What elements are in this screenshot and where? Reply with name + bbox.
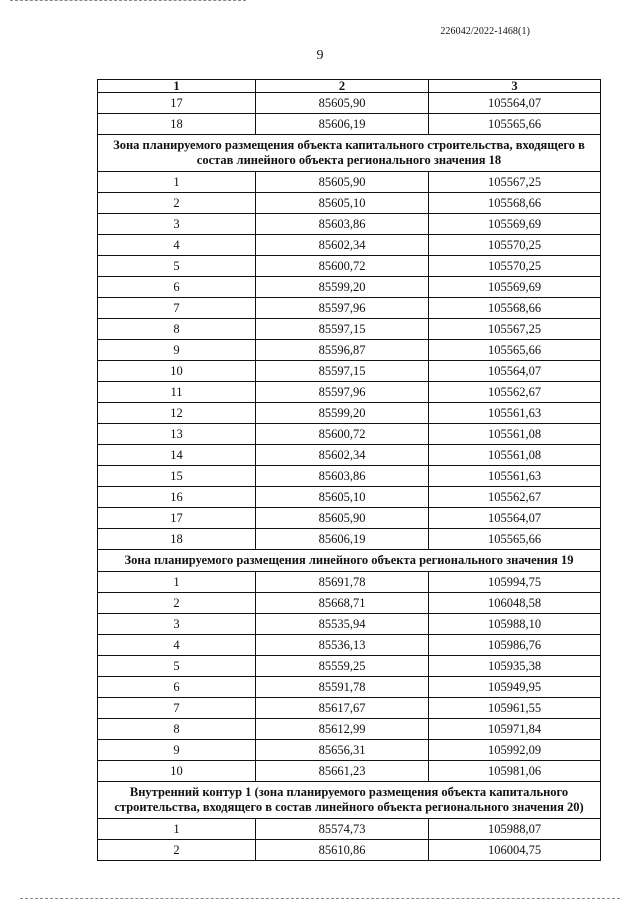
x-coordinate-cell: 85606,19: [256, 529, 429, 550]
y-coordinate-cell: 105567,25: [429, 319, 601, 340]
y-coordinate-cell: 105565,66: [429, 529, 601, 550]
table-row: [98, 93, 601, 114]
table-row: [98, 487, 601, 508]
point-number-cell: 2: [98, 593, 256, 614]
point-number-cell: 5: [98, 256, 256, 277]
y-coordinate-cell: 105961,55: [429, 698, 601, 719]
table-row: [98, 593, 601, 614]
table-row: [98, 277, 601, 298]
table-row: [98, 403, 601, 424]
table-row: [98, 319, 601, 340]
x-coordinate-cell: 85597,96: [256, 382, 429, 403]
x-coordinate-cell: 85597,15: [256, 319, 429, 340]
point-number-cell: 15: [98, 466, 256, 487]
x-coordinate-cell: 85596,87: [256, 340, 429, 361]
y-coordinate-cell: 105564,07: [429, 93, 601, 114]
point-number-cell: 9: [98, 340, 256, 361]
x-coordinate-cell: 85559,25: [256, 656, 429, 677]
x-coordinate-cell: 85599,20: [256, 403, 429, 424]
point-number-cell: 3: [98, 614, 256, 635]
column-header-3: 3: [429, 80, 601, 93]
table-row: [98, 298, 601, 319]
coordinates-table-body: [98, 80, 601, 861]
section-title-row: [98, 135, 601, 172]
table-row: [98, 466, 601, 487]
column-header-2: 2: [256, 80, 429, 93]
point-number-cell: 18: [98, 529, 256, 550]
point-number-cell: 8: [98, 719, 256, 740]
point-number-cell: 4: [98, 235, 256, 256]
point-number-cell: 12: [98, 403, 256, 424]
document-reference: 226042/2022-1468(1): [440, 26, 530, 37]
y-coordinate-cell: 105561,63: [429, 466, 601, 487]
y-coordinate-cell: 105567,25: [429, 172, 601, 193]
table-row: [98, 256, 601, 277]
point-number-cell: 14: [98, 445, 256, 466]
y-coordinate-cell: 106048,58: [429, 593, 601, 614]
table-row: [98, 214, 601, 235]
x-coordinate-cell: 85605,90: [256, 172, 429, 193]
x-coordinate-cell: 85610,86: [256, 840, 429, 861]
table-row: [98, 761, 601, 782]
table-row: [98, 172, 601, 193]
x-coordinate-cell: 85536,13: [256, 635, 429, 656]
x-coordinate-cell: 85603,86: [256, 466, 429, 487]
x-coordinate-cell: 85574,73: [256, 819, 429, 840]
y-coordinate-cell: 105988,07: [429, 819, 601, 840]
table-row: [98, 193, 601, 214]
y-coordinate-cell: 105561,63: [429, 403, 601, 424]
x-coordinate-cell: 85603,86: [256, 214, 429, 235]
y-coordinate-cell: 105992,09: [429, 740, 601, 761]
y-coordinate-cell: 105570,25: [429, 235, 601, 256]
point-number-cell: 1: [98, 572, 256, 593]
x-coordinate-cell: 85599,20: [256, 277, 429, 298]
y-coordinate-cell: 105562,67: [429, 382, 601, 403]
table-row: [98, 424, 601, 445]
y-coordinate-cell: 105561,08: [429, 424, 601, 445]
table-row: [98, 529, 601, 550]
table-row: [98, 340, 601, 361]
table-row: [98, 719, 601, 740]
y-coordinate-cell: 105981,06: [429, 761, 601, 782]
table-row: [98, 382, 601, 403]
y-coordinate-cell: 105570,25: [429, 256, 601, 277]
x-coordinate-cell: 85661,23: [256, 761, 429, 782]
x-coordinate-cell: 85602,34: [256, 445, 429, 466]
table-row: [98, 635, 601, 656]
x-coordinate-cell: 85602,34: [256, 235, 429, 256]
table-row: [98, 698, 601, 719]
table-row: [98, 656, 601, 677]
y-coordinate-cell: 105562,67: [429, 487, 601, 508]
point-number-cell: 6: [98, 677, 256, 698]
point-number-cell: 2: [98, 840, 256, 861]
bottom-scan-rule: [20, 898, 620, 900]
top-scan-rule: [10, 0, 246, 2]
point-number-cell: 11: [98, 382, 256, 403]
table-row: [98, 235, 601, 256]
y-coordinate-cell: 105569,69: [429, 277, 601, 298]
column-header-1: 1: [98, 80, 256, 93]
table-row: [98, 677, 601, 698]
section-title: Зона планируемого размещения линейного объекта регионального значения 19: [98, 550, 601, 572]
point-number-cell: 5: [98, 656, 256, 677]
x-coordinate-cell: 85605,10: [256, 487, 429, 508]
x-coordinate-cell: 85612,99: [256, 719, 429, 740]
point-number-cell: 6: [98, 277, 256, 298]
y-coordinate-cell: 105565,66: [429, 340, 601, 361]
table-row: [98, 572, 601, 593]
table-row: [98, 740, 601, 761]
x-coordinate-cell: 85656,31: [256, 740, 429, 761]
point-number-cell: 17: [98, 508, 256, 529]
x-coordinate-cell: 85606,19: [256, 114, 429, 135]
x-coordinate-cell: 85600,72: [256, 424, 429, 445]
point-number-cell: 16: [98, 487, 256, 508]
section-title: Зона планируемого размещения объекта капитального строительства, входящего в состав линейного объекта регионального значения 18: [98, 135, 601, 172]
point-number-cell: 1: [98, 172, 256, 193]
x-coordinate-cell: 85605,10: [256, 193, 429, 214]
point-number-cell: 9: [98, 740, 256, 761]
section-title-row: [98, 550, 601, 572]
point-number-cell: 18: [98, 114, 256, 135]
table-header-row: [98, 80, 601, 93]
x-coordinate-cell: 85668,71: [256, 593, 429, 614]
point-number-cell: 17: [98, 93, 256, 114]
point-number-cell: 7: [98, 698, 256, 719]
point-number-cell: 10: [98, 361, 256, 382]
y-coordinate-cell: 105988,10: [429, 614, 601, 635]
x-coordinate-cell: 85597,96: [256, 298, 429, 319]
table-row: [98, 819, 601, 840]
section-title: Внутренний контур 1 (зона планируемого размещения объекта капитального строительства, входящего в состав линейного объекта регионального значения 20): [98, 782, 601, 819]
point-number-cell: 2: [98, 193, 256, 214]
y-coordinate-cell: 105568,66: [429, 298, 601, 319]
table-row: [98, 445, 601, 466]
y-coordinate-cell: 105561,08: [429, 445, 601, 466]
y-coordinate-cell: 105994,75: [429, 572, 601, 593]
y-coordinate-cell: 105986,76: [429, 635, 601, 656]
y-coordinate-cell: 105949,95: [429, 677, 601, 698]
y-coordinate-cell: 105935,38: [429, 656, 601, 677]
y-coordinate-cell: 105971,84: [429, 719, 601, 740]
x-coordinate-cell: 85605,90: [256, 508, 429, 529]
x-coordinate-cell: 85605,90: [256, 93, 429, 114]
point-number-cell: 10: [98, 761, 256, 782]
table-row: [98, 361, 601, 382]
point-number-cell: 1: [98, 819, 256, 840]
y-coordinate-cell: 105564,07: [429, 361, 601, 382]
y-coordinate-cell: 105568,66: [429, 193, 601, 214]
point-number-cell: 3: [98, 214, 256, 235]
x-coordinate-cell: 85591,78: [256, 677, 429, 698]
point-number-cell: 4: [98, 635, 256, 656]
x-coordinate-cell: 85617,67: [256, 698, 429, 719]
point-number-cell: 13: [98, 424, 256, 445]
table-row: [98, 840, 601, 861]
page-number: 9: [316, 48, 324, 63]
y-coordinate-cell: 106004,75: [429, 840, 601, 861]
x-coordinate-cell: 85600,72: [256, 256, 429, 277]
y-coordinate-cell: 105569,69: [429, 214, 601, 235]
coordinates-table: [97, 79, 601, 861]
x-coordinate-cell: 85535,94: [256, 614, 429, 635]
y-coordinate-cell: 105564,07: [429, 508, 601, 529]
x-coordinate-cell: 85597,15: [256, 361, 429, 382]
point-number-cell: 7: [98, 298, 256, 319]
table-row: [98, 114, 601, 135]
section-title-row: [98, 782, 601, 819]
y-coordinate-cell: 105565,66: [429, 114, 601, 135]
table-row: [98, 614, 601, 635]
table-row: [98, 508, 601, 529]
x-coordinate-cell: 85691,78: [256, 572, 429, 593]
point-number-cell: 8: [98, 319, 256, 340]
